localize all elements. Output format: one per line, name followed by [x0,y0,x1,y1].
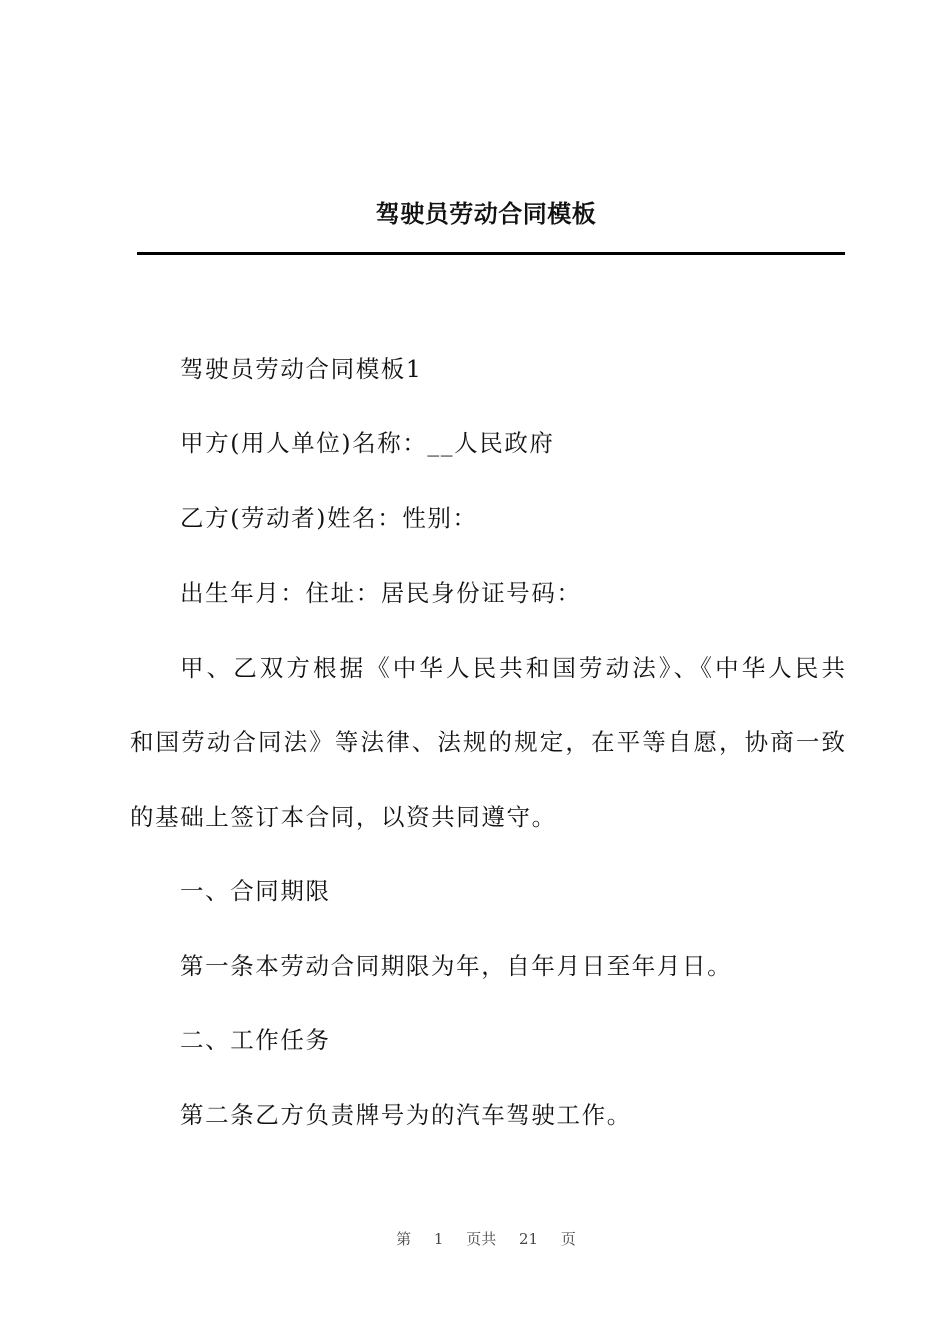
article-2-text: 第二条乙方负责牌号为的汽车驾驶工作。 [180,1101,632,1129]
page-number-footer [0,1229,950,1249]
party-b-name-line: 乙方(劳动者)姓名：性别： [180,504,478,532]
party-b-details-line: 出生年月：住址：居民身份证号码： [180,579,582,607]
footer-current-page: 1 [433,1230,444,1248]
document-title: 驾驶员劳动合同模板 [375,199,597,228]
section-heading-duties: 二、工作任务 [180,1026,331,1054]
article-1-text: 第一条本劳动合同期限为年，自年月日至年月日。 [180,952,733,980]
footer-total-pages: 21 [519,1230,539,1248]
preamble-line-3: 的基础上签订本合同，以资共同遵守。 [130,803,557,831]
footer-middle: 页共 [466,1230,497,1248]
title-underline-rule [137,252,845,255]
footer-prefix: 第 [396,1230,412,1248]
footer-suffix: 页 [560,1230,576,1248]
section-heading-template-1: 驾驶员劳动合同模板1 [180,355,423,383]
party-a-name-line: 甲方(用人单位)名称：__人民政府 [180,429,555,457]
section-heading-term: 一、合同期限 [180,877,331,905]
preamble-line-2: 和国劳动合同法》等法律、法规的规定，在平等自愿，协商一致 [130,728,845,756]
preamble-line-1: 甲、乙双方根据《中华人民共和国劳动法》、《中华人民共 [180,654,845,682]
